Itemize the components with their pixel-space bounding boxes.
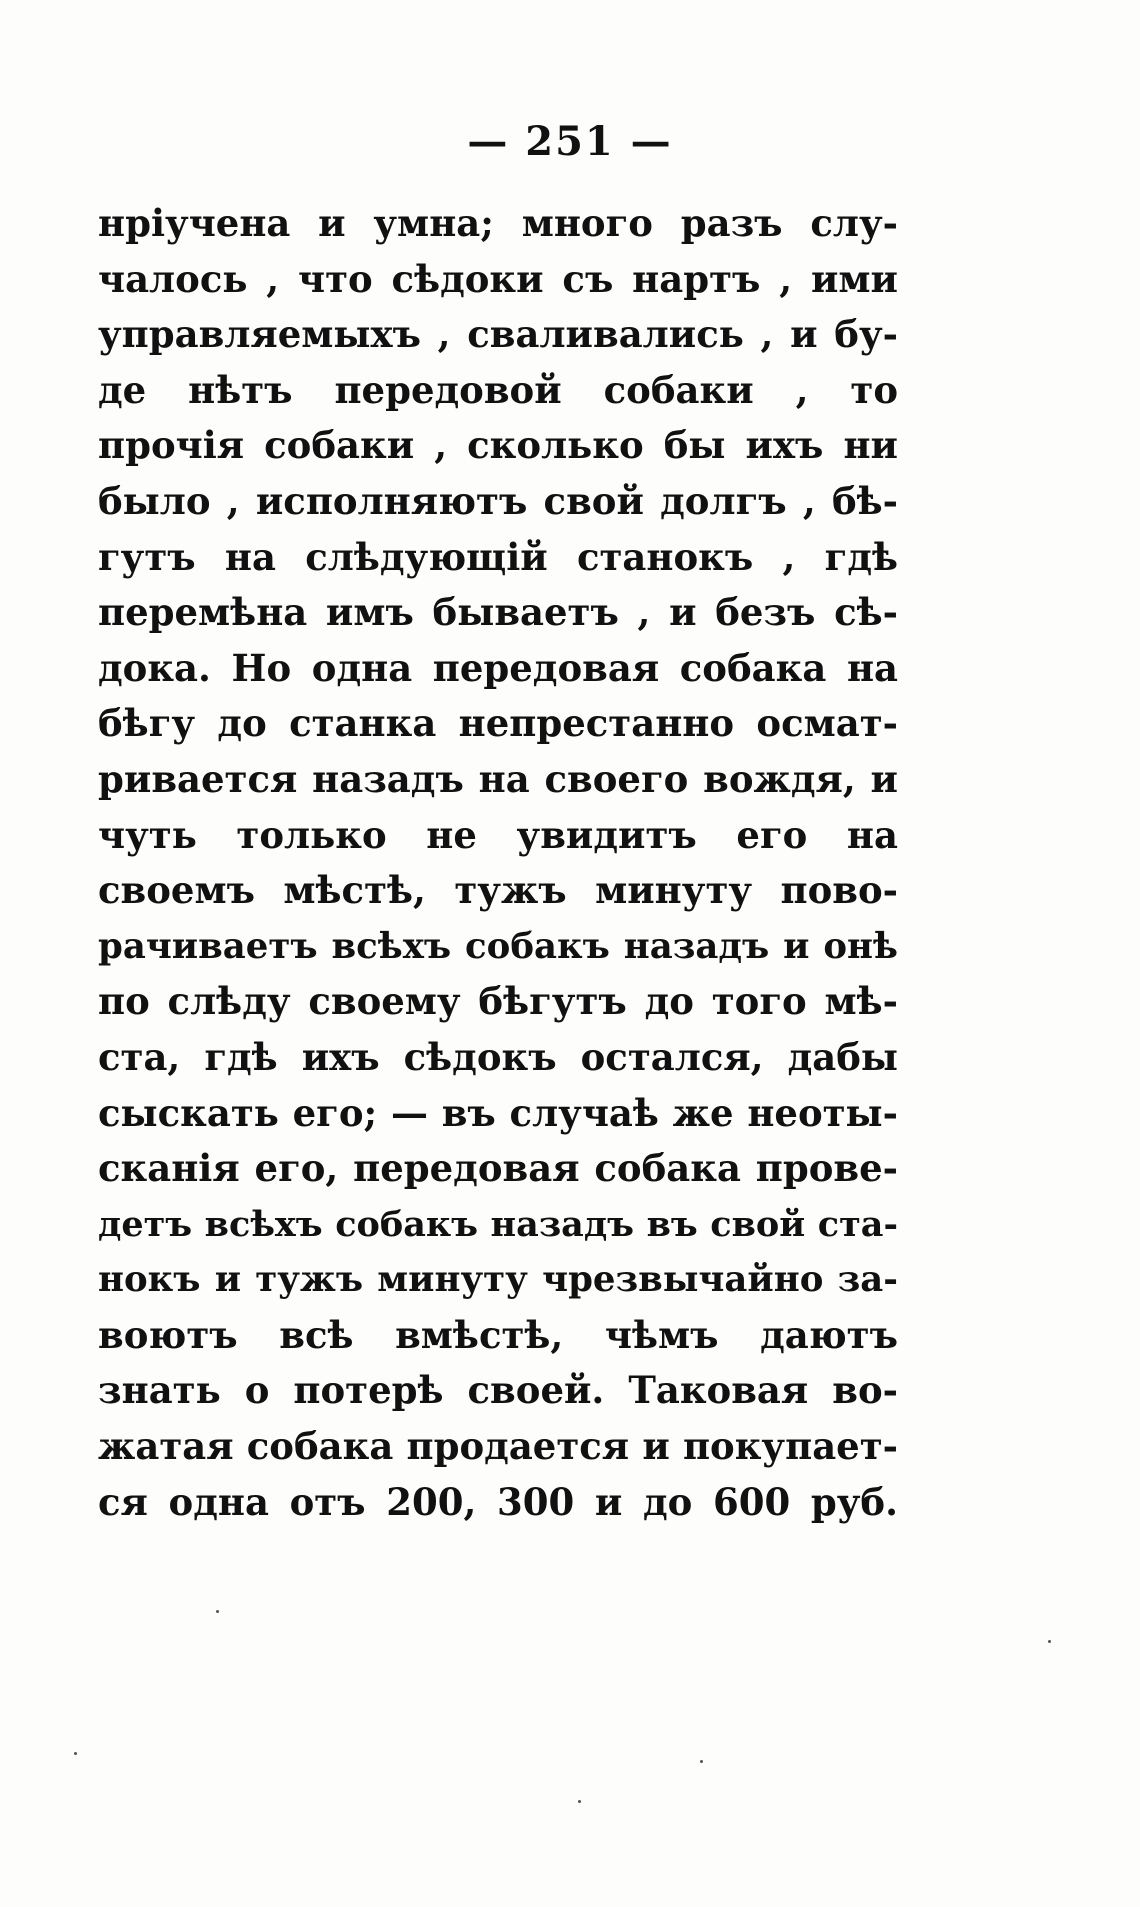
text-line: сыскать его; — въ случаѣ же неоты- [98, 1090, 898, 1135]
text-line: знать о потерѣ своей. Таковая во- [98, 1368, 898, 1413]
text-line: чуть только не увидитъ его на [98, 812, 898, 857]
text-line: прочія собаки , сколько бы ихъ ни [98, 423, 898, 468]
text-line: дока. Но одна передовая собака на [98, 645, 898, 690]
body-text [98, 196, 898, 1530]
text-line: воютъ всѣ вмѣстѣ, чѣмъ даютъ [98, 1312, 898, 1357]
text-line: по слѣду своему бѣгутъ до того мѣ- [98, 979, 898, 1024]
text-line: ся одна отъ 200, 300 и до 600 руб. [98, 1479, 898, 1524]
text-line: жатая собака продается и покупает- [98, 1424, 898, 1469]
text-line: бѣгу до станка непрестанно осмат- [98, 701, 898, 746]
text-line: своемъ мѣстѣ, тужъ минуту пово- [98, 868, 898, 913]
print-speck [700, 1760, 703, 1763]
text-line: управляемыхъ , сваливались , и бу- [98, 312, 898, 357]
text-line: сканія его, передовая собака прове- [98, 1146, 898, 1191]
print-speck [216, 1610, 219, 1613]
page-number-header: — 251 — [467, 118, 673, 165]
text-line: де нѣтъ передовой собаки , то [98, 367, 898, 412]
print-speck [1048, 1640, 1051, 1643]
text-line: было , исполняютъ свой долгъ , бѣ- [98, 478, 898, 523]
text-line: детъ всѣхъ собакъ назадъ въ свой ста- [98, 1203, 898, 1245]
text-line: нокъ и тужъ минуту чрезвычайно за- [98, 1259, 898, 1301]
text-line: ривается назадъ на своего вождя, и [98, 756, 898, 801]
text-line: гутъ на слѣдующій станокъ , гдѣ [98, 534, 898, 579]
text-line: чалось , что сѣдоки съ нартъ , ими [98, 256, 898, 301]
print-speck [74, 1752, 77, 1755]
text-line: перемѣна имъ бываетъ , и безъ сѣ- [98, 590, 898, 635]
text-line: ста, гдѣ ихъ сѣдокъ остался, дабы [98, 1034, 898, 1079]
print-speck [578, 1800, 581, 1803]
text-line: рачиваетъ всѣхъ собакъ назадъ и онѣ [98, 925, 898, 967]
text-line: нріучена и умна; много разъ слу- [98, 201, 898, 245]
